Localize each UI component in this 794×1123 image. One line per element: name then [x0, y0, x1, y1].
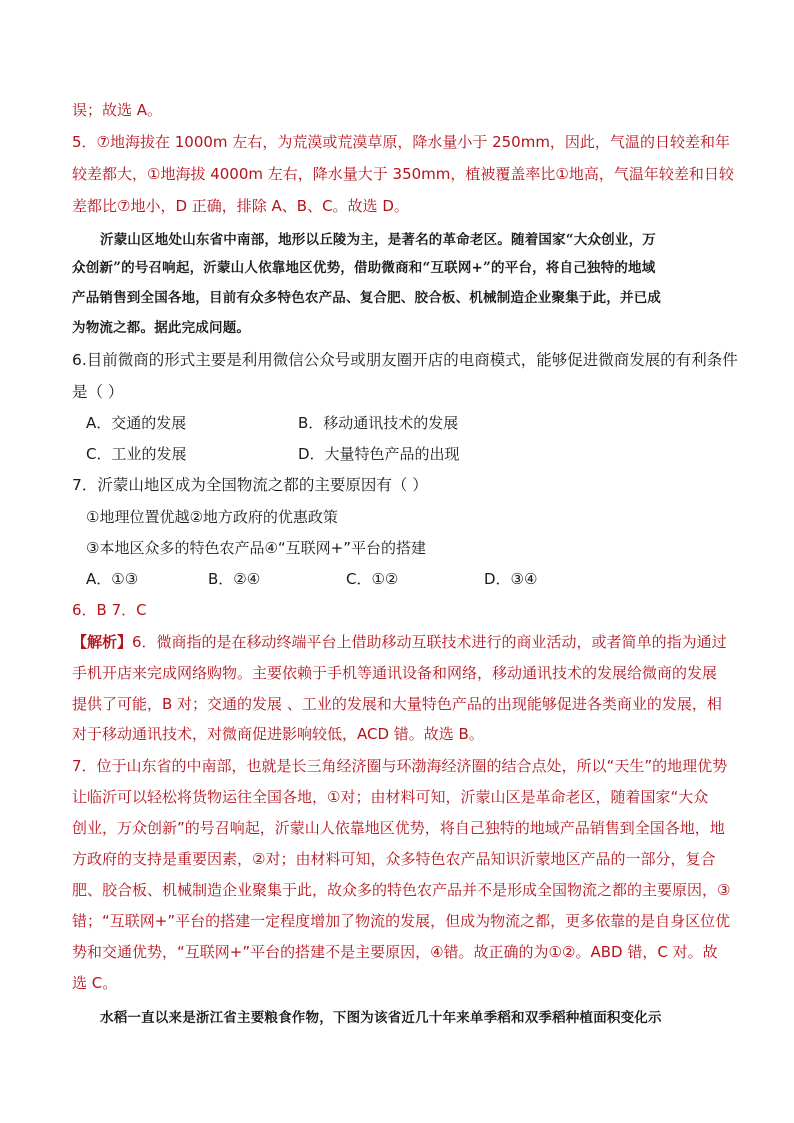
material-text: 沂蒙山区地处山东省中南部，地形以丘陵为主，是著名的革命老区。随着国家“大众创业，万	[100, 232, 656, 248]
answer-key: 6．B 7．C	[72, 601, 147, 619]
analysis-text: 6．微商指的是在移动终端平台上借助移动互联技术进行的商业活动，或者简单的指为通过	[132, 633, 727, 651]
statement-line: ①地理位置优越②地方政府的优惠政策	[86, 508, 338, 526]
analysis-text: 提供了可能，B 对；交通的发展 、工业的发展和大量特色产品的出现能够促进各类商业的发展，相	[72, 695, 722, 713]
analysis-text: 方政府的支持是重要因素，②对；由材料可知，众多特色农产品知识沂蒙地区产品的一部分，复合	[72, 850, 716, 868]
analysis-text: 错；“互联网+”平台的搭建一定程度增加了物流的发展，但成为物流之都，更多依靠的是自身区位优	[72, 912, 731, 930]
statement-line: ③本地区众多的特色农产品④“互联网+”平台的搭建	[86, 539, 427, 557]
option-d: D．③④	[484, 570, 538, 588]
material-text: 为物流之都。据此完成问题。	[72, 320, 251, 336]
answer-text: 5．⑦地海拔在 1000m 左右，为荒漠或荒漠草原，降水量小于 250mm，因此，气温的日较差和年	[72, 133, 730, 151]
analysis-text: 创业，万众创新”的号召响起，沂蒙山人依靠地区优势，将自己独特的地域产品销售到全国各地，地	[72, 819, 725, 837]
option-b: B．②④	[208, 570, 261, 588]
material-text: 产品销售到全国各地，目前有众多特色农产品、复合肥、胶合板、机械制造企业聚集于此，并已成	[72, 290, 662, 306]
answer-text: 差都比⑦地小，D 正确，排除 A、B、C。故选 D。	[72, 197, 409, 215]
answer-text: 较差都大，①地海拔 4000m 左右，降水量大于 350mm，植被覆盖率比①地高，气温年较差和日较	[72, 165, 734, 183]
option-a: A．①③	[86, 570, 139, 588]
option-d: D．大量特色产品的出现	[298, 445, 460, 463]
question-stem: 是（ ）	[72, 383, 124, 401]
analysis-text: 势和交通优势，“互联网+”平台的搭建不是主要原因，④错。故正确的为①②。ABD 错，C 对。故	[72, 943, 718, 961]
material-text: 众创新”的号召响起，沂蒙山人依靠地区优势，借助微商和“互联网+”的平台，将自己独特的地域	[72, 260, 656, 276]
analysis-text: 手机开店来完成网络购物。主要依赖于手机等通讯设备和网络，移动通讯技术的发展给微商的发展	[72, 664, 718, 682]
analysis-text: 对于移动通讯技术，对微商促进影响较低，ACD 错。故选 B。	[72, 725, 484, 743]
option-c: C．①②	[346, 570, 399, 588]
question-stem: 6.目前微商的形式主要是利用微信公众号或朋友圈开店的电商模式，能够促进微商发展的有利条件	[72, 351, 738, 369]
answer-text: 误；故选 A。	[72, 101, 163, 119]
question-stem: 7．沂蒙山地区成为全国物流之都的主要原因有（ ）	[72, 476, 428, 494]
analysis-text: 选 C。	[72, 974, 118, 992]
analysis-tag: 【解析】	[72, 633, 133, 651]
analysis-text: 肥、胶合板、机械制造企业聚集于此，故众多的特色农产品并不是形成全国物流之都的主要原因，③	[72, 881, 731, 899]
option-a: A．交通的发展	[86, 414, 187, 432]
option-c: C．工业的发展	[86, 445, 187, 463]
option-b: B．移动通讯技术的发展	[298, 414, 459, 432]
material-passage-2: 水稻一直以来是浙江省主要粮食作物，下图为该省近几十年来单季稻和双季稻种植面积变化示	[100, 1010, 662, 1026]
analysis-text: 7．位于山东省的中南部，也就是长三角经济圈与环渤海经济圈的结合点处，所以“天生”的地理优势	[72, 757, 728, 775]
analysis-text: 让临沂可以轻松将货物运往全国各地，①对；由材料可知，沂蒙山区是革命老区，随着国家“大众	[72, 788, 709, 806]
